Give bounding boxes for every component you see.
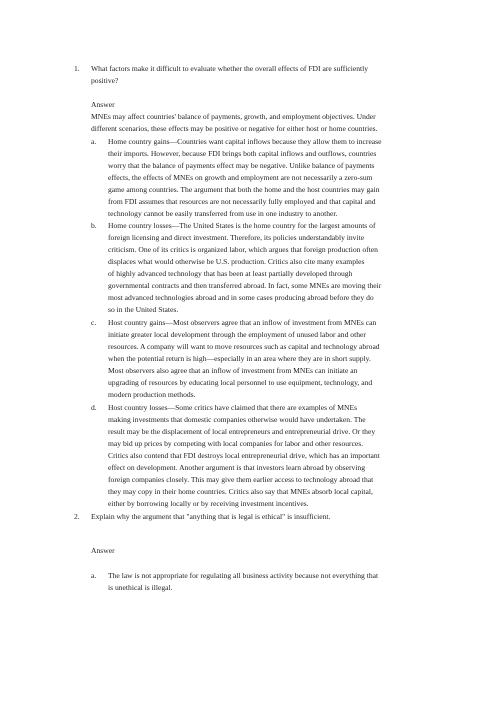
item-a-text (108, 136, 382, 220)
item-line: from FDI assumes that resources are not necessarily fully employed and that capital and (108, 197, 376, 206)
item-line: modern production methods. (108, 390, 196, 399)
item-line: Host country gains—Most observers agree that an inflow of investment from MNEs can (108, 318, 377, 327)
question-1-number: 1. (74, 64, 80, 73)
item-b-text (108, 220, 381, 316)
question-line: Explain why the argument that "anything that is legal is ethical" is insufficient. (91, 512, 331, 521)
item-line: so in the United States. (108, 305, 179, 314)
item-line: they may copy in their home countries. Critics also say that MNEs absorb local capital, (108, 487, 373, 496)
answer-line: MNEs may affect countries' balance of payments, growth, and employment objectives. Under (91, 112, 376, 121)
item-line: may bid up prices by competing with local companies for labor and other resources. (108, 439, 364, 448)
answer-intro (91, 111, 378, 135)
question-1-text (91, 63, 368, 87)
item-d-text (108, 402, 380, 510)
question-line: positive? (91, 76, 119, 85)
item-line: effects, the effects of MNEs on growth and employment are not necessarily a zero-sum (108, 173, 373, 182)
item-line: technology cannot be easily transferred from use in one industry to another. (108, 209, 338, 218)
item-line: foreign companies closely. This may give them earlier access to technology abroad that (108, 475, 374, 484)
item-line: governmental contracts and then transferred abroad. In fact, some MNEs are moving their (108, 281, 382, 290)
item-line: worry that the balance of payments effect may be negative. Unlike balance of payments (108, 161, 375, 170)
answer-label: Answer (91, 546, 115, 555)
answer-line: different scenarios, these effects may be positive or negative for either host or home countries. (91, 124, 378, 133)
item-line: Host country losses—Some critics have claimed that there are examples of MNEs (108, 403, 358, 412)
question-2-text (91, 511, 330, 523)
item-line: of highly advanced technology that has been at least partially developed through (108, 269, 353, 278)
item-line: Most observers also agree that an inflow of investment from MNEs can initiate an (108, 366, 358, 375)
question-line: What factors make it difficult to evaluate whether the overall effects of FDI are sufficiently (91, 64, 369, 73)
item-letter-a: a. (91, 137, 97, 146)
item-line: criticism. One of its critics is organized labor, which argues that foreign production often (108, 245, 378, 254)
item-line: upgrading of resources by educating local personnel to use equipment, technology, and (108, 378, 373, 387)
item-line: Critics also contend that FDI destroys local entrepreneurial drive, which has an important (108, 451, 380, 460)
item-line: either by borrowing locally or by receiving investment incentives. (108, 499, 309, 508)
question-2-number: 2. (74, 512, 80, 521)
item-line: initiate greater local development through the employment of unused labor and other (108, 330, 366, 339)
item-line: foreign licensing and direct investment. Therefore, its policies understandably invite (108, 233, 365, 242)
item-a-text (108, 570, 378, 594)
item-c-text (108, 317, 380, 401)
item-line: their imports. However, because FDI brings both capital inflows and outflows, countries (108, 149, 377, 158)
item-letter-b: b. (91, 221, 97, 230)
item-line: The law is not appropriate for regulating all business activity because not everything that (108, 571, 379, 580)
item-line: Home country gains—Countries want capital inflows because they allow them to increase (108, 137, 382, 146)
item-line: result may be the displacement of local entrepreneurs and entrepreneurial drive. Or they (108, 427, 376, 436)
item-line: most advanced technologies abroad and in some cases producing abroad before they do (108, 293, 374, 302)
item-line: resources. A company will want to move resources such as capital and technology abroad (108, 342, 380, 351)
item-line: when the potential return is high—especially in an area where they are in short supply. (108, 354, 371, 363)
item-letter-d: d. (91, 403, 97, 412)
item-line: Home country losses—The United States is the home country for the largest amounts of (108, 221, 376, 230)
answer-label: Answer (91, 100, 115, 109)
item-line: is unethical is illegal. (108, 583, 173, 592)
item-letter-c: c. (91, 318, 97, 327)
item-line: making investments that domestic companies otherwise would have undertaken. The (108, 415, 366, 424)
item-line: game among countries. The argument that both the home and the host countries may gain (108, 185, 380, 194)
item-letter-a: a. (91, 571, 97, 580)
item-line: effect on development. Another argument is that investors learn abroad by observing (108, 463, 365, 472)
item-line: displaces what would otherwise be U.S. production. Critics also cite many examples (108, 257, 365, 266)
